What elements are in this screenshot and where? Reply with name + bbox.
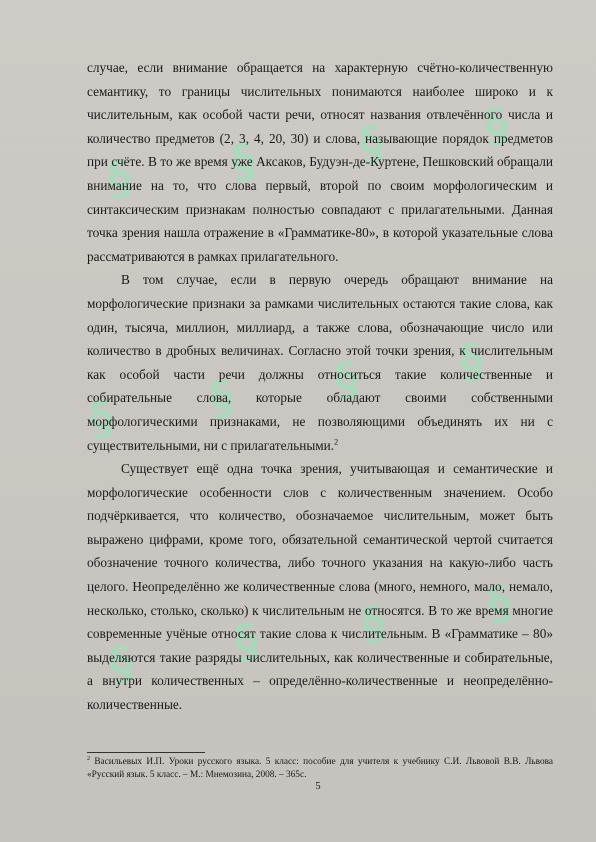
paragraph: В том случае, если в первую очередь обращают внимание на морфологические признаки за рамками числительных остаются такие слова, как один, тысяча, миллион, миллиард, а также слова, обозначающие число или количество в дробных величинах. Согласно этой точки зрения, к числительным как особой части речи должны относиться такие количественные и собирательные слова, которые обладают своими собственными морфологическими признаками, не позволяющими объединять их ни с существительными, ни с прилагательными.$^2$ (87, 272, 553, 453)
page-number: 5 (315, 781, 321, 792)
watermark-mark: § (356, 114, 387, 172)
paragraph: Существует ещё одна точка зрения, учитывающая и семантические и морфологические особенности слов с количественным значением. Особо подчёркивается, что количество, обозначаемое числительным, может быть выражено цифрами, кроме того, обязательной семантической чертой считается обозначение точного количества, либо точного указания на какую-либо часть целого. Неопределённо же количественные слова (много, немного, мало, немало, несколько, столько, сколько) к числительным не относятся. В то же время многие современные учёные относят такие слова к числительным. В «Грамматике – 80» выделяются такие разряды числительных, как количественные и собирательные, а внутри количественных – определённо-количественные и неопределённо-количественные. (87, 461, 553, 713)
watermark-mark: § (231, 612, 262, 670)
watermark-mark: § (481, 96, 512, 154)
footnote-divider (87, 752, 205, 753)
watermark-mark: § (456, 332, 487, 390)
footnote-text: Васильевых И.П. Уроки русского языка. 5 класс: пособие для учителя к учебнику С.И. Львовой В.В. Львова «Русский язык. 5 класс. – М.: Мнемозина, 2008. – 365с. (87, 757, 554, 780)
watermark-mark: § (331, 350, 362, 408)
watermark-mark: § (104, 149, 135, 207)
body-text (87, 56, 553, 717)
watermark-mark: § (484, 574, 515, 632)
footnote-number: 2 (87, 755, 90, 762)
watermark-mark: § (86, 389, 117, 447)
footnote-ref: 2 (334, 437, 339, 447)
watermark-mark: § (228, 132, 259, 190)
footnote (87, 756, 553, 781)
watermark-mark: § (106, 634, 137, 692)
watermark-mark: § (358, 594, 389, 652)
paragraph: случае, если внимание обращается на характерную счётно-количественную семантику, то границы числительных понимаются наиболее широко и к числительным, как особой части речи, относят названия отвлечённого числа и количество предметов (2, 3, 4, 20, 30) и слова, называющие порядок предметов при счёте. В то же время уже Аксаков, Будуэн-де-Куртене, Пешковский обращали внимание на то, что слова первый, второй по своим морфологическим и синтаксическим признакам полностью совпадают с прилагательными. Данная точка зрения нашла отражение в «Грамматике-80», в которой указательные слова рассматриваются в рамках прилагательного. (87, 60, 553, 264)
watermark-mark: § (206, 369, 237, 427)
